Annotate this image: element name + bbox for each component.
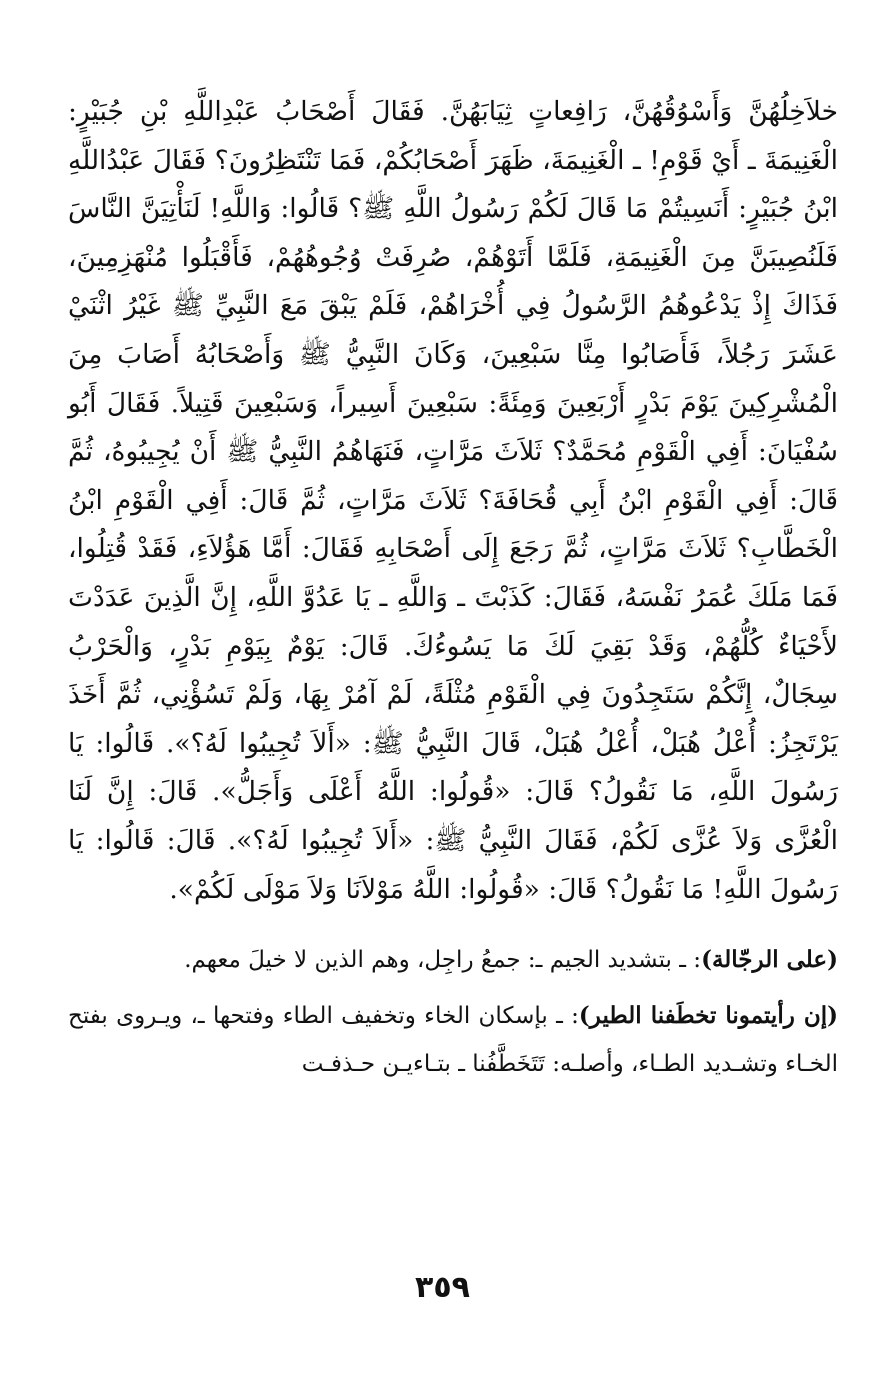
note-term: (إن رأيتمونا تخطَفنا الطير) xyxy=(578,1002,838,1030)
note-explanation: : ـ بتشديد الجيم ـ: جمعُ راجِل، وهم الذين لا خيلَ معهم. xyxy=(184,947,702,974)
note-term: (على الرجّالة) xyxy=(701,946,838,974)
note-item xyxy=(68,992,838,1088)
note-explanation: : ـ بإسكان الخاء وتخفيف الطاء وفتحها ـ، ويـروى بفتح الخـاء وتشـديد الطـاء، وأصلـه: تَتَخَطَّفُنا ـ بتـاءيـن حـذفـت xyxy=(68,1003,838,1078)
page-number: ٣٥٩ xyxy=(415,1270,470,1305)
explanatory-notes xyxy=(68,936,838,1088)
hadith-body-text: خلاَخِلُهُنَّ وَأَسْوُقُهُنَّ، رَافِعاتٍ ثِيَابَهُنَّ. فَقَالَ أَصْحَابُ عَبْدِاللَّهِ بْنِ جُبَيْرٍ: الْغَنِيمَةَ ـ أَيْ قَوْمِ! ـ الْغَنِيمَةَ، ظَهَرَ أَصْحَابُكُمْ، فَمَا تَنْتَظِرُونَ؟ فَقَالَ عَبْدُاللَّهِ ابْنُ جُبَيْرٍ: أَنَسِيتُمْ مَا قَالَ لَكُمْ رَسُولُ اللَّهِ ﷺ؟ قَالُوا: وَاللَّهِ! لَنَأْتِيَنَّ النَّاسَ فَلَنُصِيبَنَّ مِنَ الْغَنِيمَةِ، فَلَمَّا أَتَوْهُمْ، صُرِفَتْ وُجُوهُهُمْ، فَأَقْبَلُوا مُنْهَزِمِينَ، فَذَاكَ إِذْ يَدْعُوهُمُ الرَّسُولُ فِي أُخْرَاهُمْ، فَلَمْ يَبْقَ مَعَ النَّبِيِّ ﷺ غَيْرُ اثْنَيْ عَشَرَ رَجُلاً، فَأَصَابُوا مِنَّا سَبْعِينَ، وَكَانَ النَّبِيُّ ﷺ وَأَصْحَابُهُ أَصَابَ مِنَ الْمُشْرِكِينَ يَوْمَ بَدْرٍ أَرْبَعِينَ وَمِئَةً: سَبْعِينَ أَسِيراً، وَسَبْعِينَ قَتِيلاً. فَقَالَ أَبُو سُفْيَانَ: أَفِي الْقَوْمِ مُحَمَّدٌ؟ ثَلاَثَ مَرَّاتٍ، فَنَهَاهُمُ النَّبِيُّ ﷺ أَنْ يُجِيبُوهُ، ثُمَّ قَالَ: أَفِي الْقَوْمِ ابْنُ أَبِي قُحَافَةَ؟ ثَلاَثَ مَرَّاتٍ، ثُمَّ قَالَ: أَفِي الْقَوْمِ ابْنُ الْخَطَّابِ؟ ثَلاَثَ مَرَّاتٍ، ثُمَّ رَجَعَ إِلَى أَصْحَابِهِ فَقَالَ: أَمَّا هَؤُلاَءِ، فَقَدْ قُتِلُوا، فَمَا مَلَكَ عُمَرُ نَفْسَهُ، فَقَالَ: كَذَبْتَ ـ وَاللَّهِ ـ يَا عَدُوَّ اللَّهِ، إِنَّ الَّذِينَ عَدَدْتَ لأَحْيَاءٌ كُلُّهُمْ، وَقَدْ بَقِيَ لَكَ مَا يَسُوءُكَ. قَالَ: يَوْمٌ بِيَوْمِ بَدْرٍ، وَالْحَرْبُ سِجَالٌ، إِنَّكُمْ سَتَجِدُونَ فِي الْقَوْمِ مُثْلَةً، لَمْ آمُرْ بِهَا، وَلَمْ تَسُؤْنِي، ثُمَّ أَخَذَ يَرْتَجِزُ: أُعْلُ هُبَلْ، أُعْلُ هُبَلْ، قَالَ النَّبِيُّ ﷺ: «أَلاَ تُجِيبُوا لَهُ؟». قَالُوا: يَا رَسُولَ اللَّهِ، مَا نَقُولُ؟ قَالَ: «قُولُوا: اللَّهُ أَعْلَى وَأَجَلُّ». قَالَ: إِنَّ لَنَا الْعُزَّى وَلاَ عُزَّى لَكُمْ، فَقَالَ النَّبِيُّ ﷺ: «أَلاَ تُجِيبُوا لَهُ؟». قَالَ: قَالُوا: يَا رَسُولَ اللَّهِ! مَا نَقُولُ؟ قَالَ: «قُولُوا: اللَّهُ مَوْلاَنَا وَلاَ مَوْلَى لَكُمْ». xyxy=(68,96,838,905)
note-item xyxy=(68,936,838,984)
page-content xyxy=(68,88,838,1338)
